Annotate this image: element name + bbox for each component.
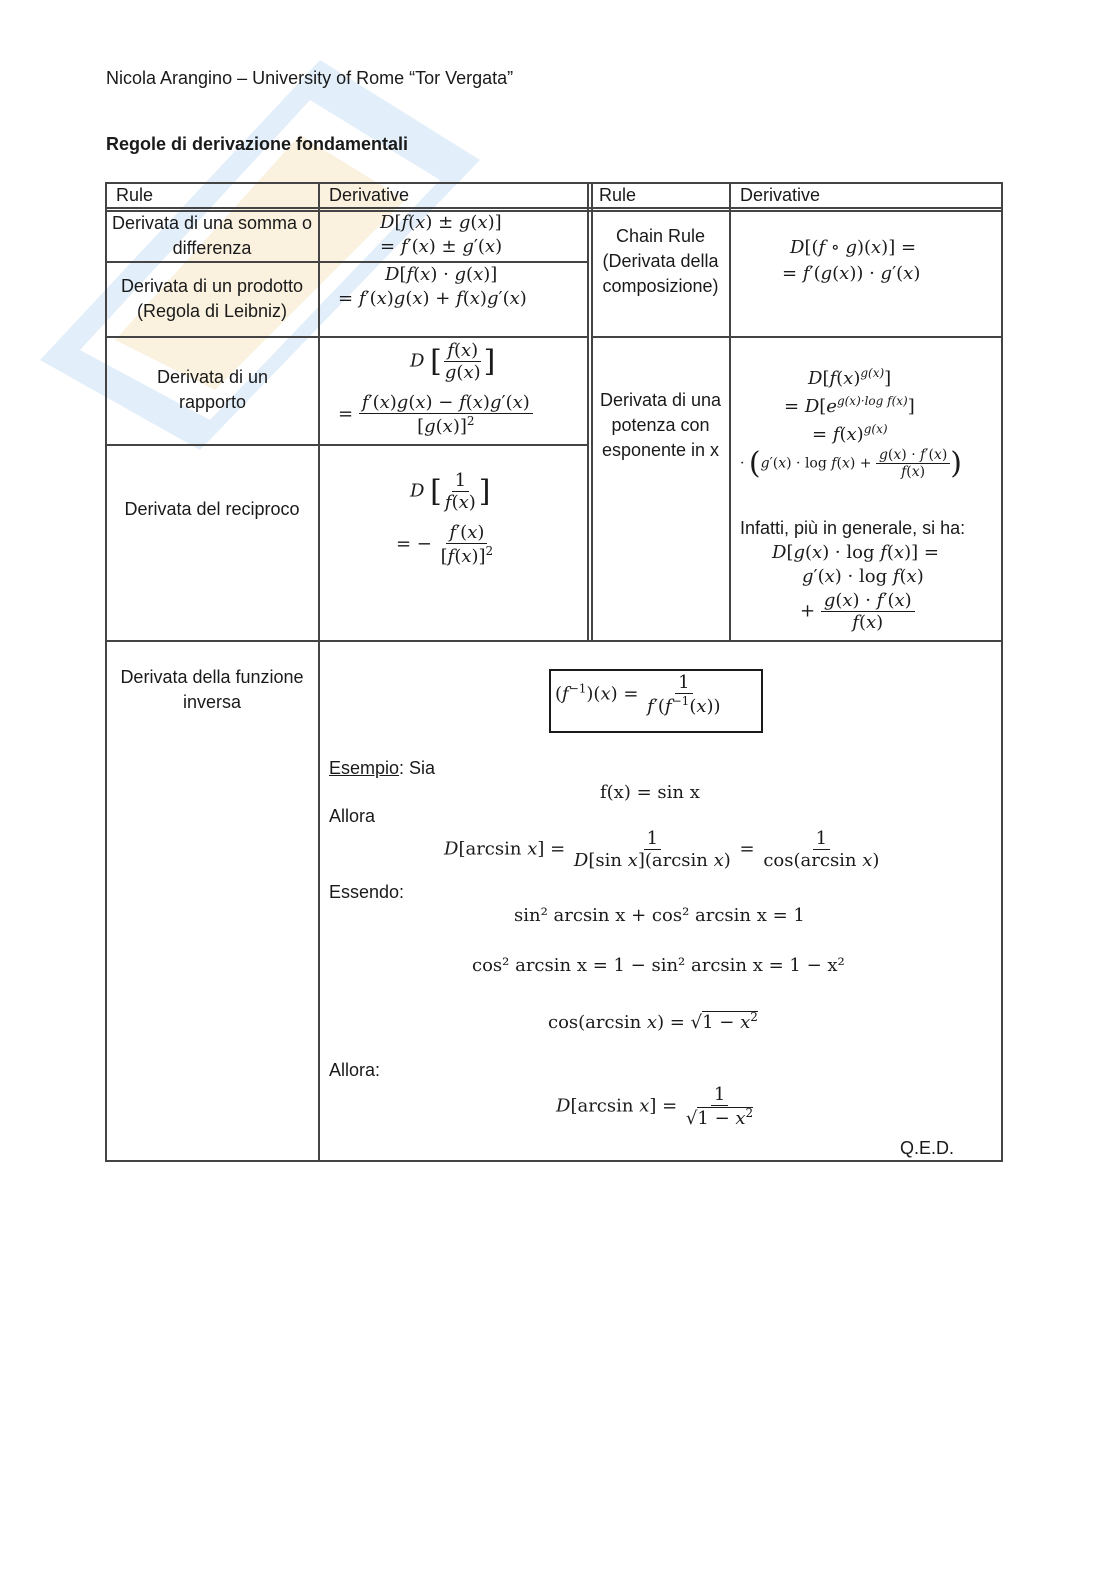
page-title: Regole di derivazione fondamentali — [106, 134, 409, 154]
formula-sum-line1: D[f(x) ± g(x)] — [380, 212, 502, 233]
formula-chain-line2: = f′(g(x)) · g′(x) — [782, 263, 921, 284]
rule-power-exponent: Derivata di una potenza con esponente in x — [599, 389, 722, 460]
formula-chain-line1: D[(f ∘ g)(x)] = — [790, 237, 917, 258]
power-note: Infatti, più in generale, si ha: — [740, 518, 966, 538]
allora-1: Allora — [329, 806, 376, 826]
formula-general-line3: + $\frac{g(x) \cdot f'(x)}{f(x)}$ — [800, 590, 915, 633]
formula-d-arcsin: D[arcsin x] = $\frac{1}{\text{D[sin x](arcsin x)}}$ = $\frac{1}{\text{cos(arcsin x)}}$ — [444, 828, 880, 871]
esempio-text: : Sia — [399, 758, 436, 778]
formula-identity: sin² arcsin x + cos² arcsin x = 1 — [514, 905, 805, 926]
formula-quotient-line1: D [ $\frac{f(x)}{g(x)}$ ] — [410, 340, 496, 383]
formula-quotient-line2: = $\frac{f'(x)g(x) - f(x)g'(x)}{[g(x)]^2}$ — [338, 392, 533, 437]
header-derivative-left: Derivative — [329, 185, 410, 205]
formula-power-line3: = $f(x)^{g(x)}$ — [812, 422, 888, 445]
header-derivative-right: Derivative — [740, 185, 821, 205]
formula-reciprocal-line2: = − $\frac{f'(x)}{[f(x)]^2}$ — [396, 522, 494, 567]
rule-quotient: Derivata di un rapporto — [156, 367, 269, 412]
rule-inverse: Derivata della funzione inversa — [120, 667, 304, 712]
rule-chain: Chain Rule (Derivata della composizione) — [602, 225, 719, 296]
rule-reciprocal: Derivata del reciproco — [124, 498, 300, 519]
formula-cos-squared: cos² arcsin x = 1 − sin² arcsin x = 1 − x² — [472, 955, 845, 976]
esempio-line — [329, 758, 435, 779]
formula-product-line2: = f′(x)g(x) + f(x)g′(x) — [338, 288, 527, 309]
formula-f-def: f(x) = sin x — [600, 782, 700, 803]
formula-sum-line2: = f′(x) ± g′(x) — [380, 236, 503, 257]
header-rule-right: Rule — [599, 185, 637, 205]
qed-label: Q.E.D. — [900, 1138, 955, 1158]
formula-cos-sqrt: cos(arcsin $x) = √1 - x^2$ — [548, 1010, 758, 1033]
formula-general-line2: g′(x) · log f(x) — [802, 566, 924, 587]
formula-product-line1: D[f(x) · g(x)] — [385, 264, 498, 285]
formula-result: D[arcsin x] = $\frac{1}{√1 - x^2}$ — [556, 1084, 754, 1129]
formula-general-line1: D[g(x) · log f(x)] = — [772, 542, 939, 563]
formula-power-line1: $D[f(x)^{g(x)}]$ — [808, 366, 892, 389]
esempio-label: Esempio — [329, 758, 400, 778]
formula-power-line4: · (g′(x) · log f(x) + $\frac{g(x) \cdot f'(x)}{f(x)}$ ) — [740, 446, 963, 481]
page-header: Nicola Arangino – University of Rome “Tor Vergata” — [106, 68, 514, 88]
rule-sum-difference: Derivata di una somma o differenza — [111, 213, 313, 258]
formula-power-line2: = $D[e^{g(x)\cdot log f(x)}]$ — [784, 394, 915, 417]
formula-inverse: $(f^{-1})(x)$ = $\frac{1}{f'(f^{-1}(x))}$ — [555, 672, 721, 717]
essendo-label: Essendo: — [329, 882, 405, 902]
header-rule-left: Rule — [116, 185, 154, 205]
allora-2: Allora: — [329, 1060, 381, 1080]
formula-reciprocal-line1: D [ $\frac{1}{f(x)}$ ] — [410, 470, 491, 513]
rule-product: Derivata di un prodotto (Regola di Leibniz) — [120, 276, 304, 321]
